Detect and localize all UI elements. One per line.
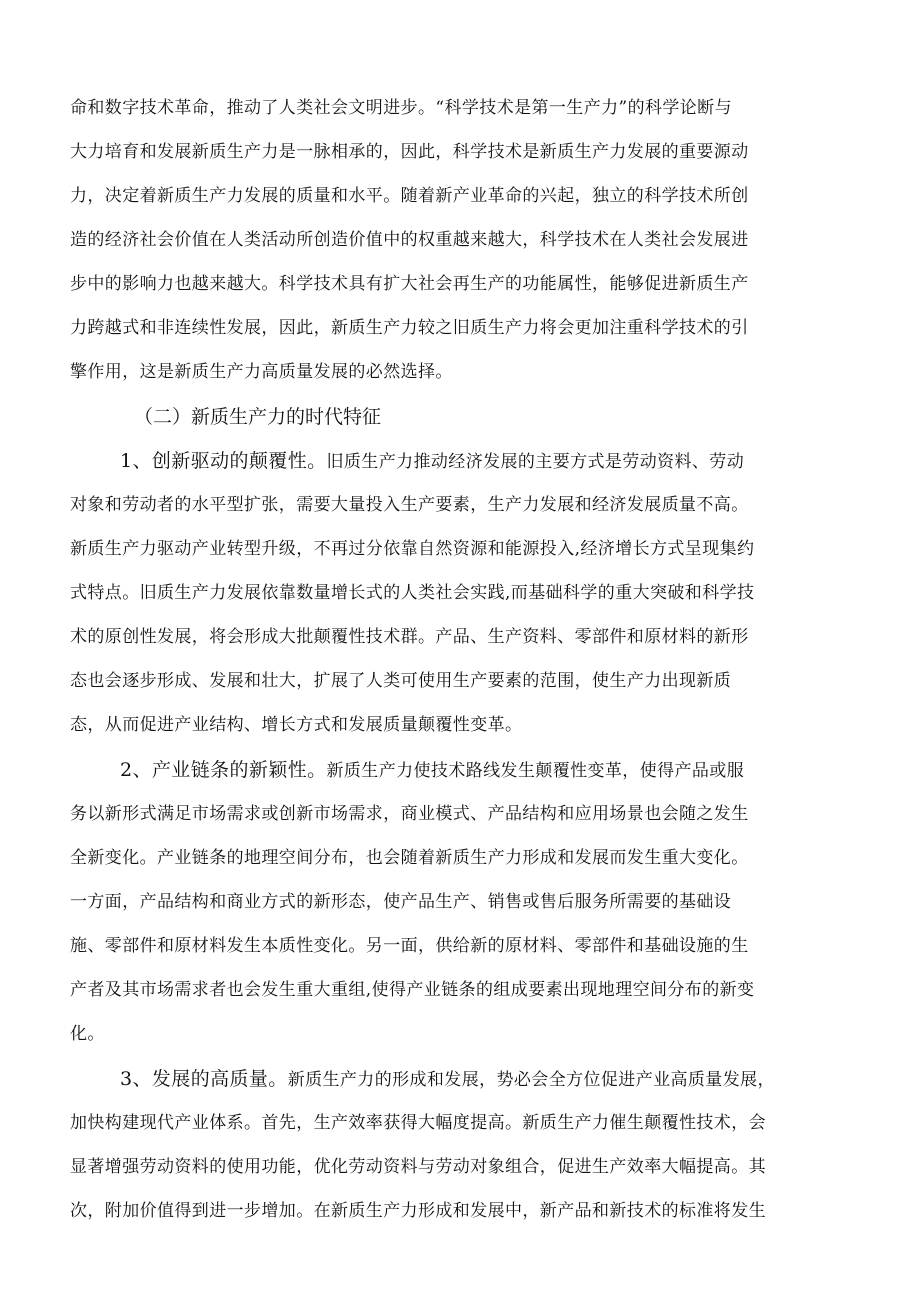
item1-line-2: 对象和劳动者的水平型扩张，需要大量投入生产要素，生产力发展和经济发展质量不高。 [70, 495, 749, 515]
item2-first-rest: 新质生产力使技术路线发生颠覆性变革，使得产品或服 [326, 761, 745, 781]
item1-line-4: 式特点。旧质生产力发展依靠数量增长式的人类社会实践,而基础科学的重大突破和科学技 [70, 583, 755, 603]
item2-lead: 2、产业链条的新颖性。 [120, 759, 327, 781]
para1-line-1: 命和数字技术革命，推动了人类社会文明进步。“科学技术是第一生产力”的科学论断与 [70, 98, 732, 118]
item3-first-line [120, 1063, 775, 1095]
item2-first-line [120, 754, 744, 786]
item1-line-3: 新质生产力驱动产业转型升级，不再过分依靠自然资源和能源投入,经济增长方式呈现集约 [70, 539, 755, 559]
item3-line-4: 次，附加价值得到进一步增加。在新质生产力形成和发展中，新产品和新技术的标准将发生 [70, 1201, 766, 1221]
section-heading: （二）新质生产力的时代特征 [134, 406, 382, 428]
item2-line-3: 全新变化。产业链条的地理空间分布，也会随着新质生产力形成和发展而发生重大变化。 [70, 848, 749, 868]
item3-lead: 3、发展的高质量。 [120, 1068, 288, 1090]
item1-line-7: 态，从而促进产业结构、增长方式和发展质量颠覆性变革。 [70, 715, 523, 735]
item2-line-7: 化。 [70, 1024, 105, 1044]
item2-line-4: 一方面，产品结构和商业方式的新形态，使产品生产、销售或售后服务所需要的基础设 [70, 892, 732, 912]
item1-first-rest: 旧质生产力推动经济发展的主要方式是劳动资料、劳动 [326, 452, 745, 472]
item1-lead: 1、创新驱动的颠覆性。 [120, 450, 327, 472]
para1-line-5: 步中的影响力也越来越大。科学技术具有扩大社会再生产的功能属性，能够促进新质生产 [70, 274, 749, 294]
item3-line-2: 加快构建现代产业体系。首先，生产效率获得大幅度提高。新质生产力催生颠覆性技术，会 [70, 1113, 766, 1133]
para1-line-6: 力跨越式和非连续性发展，因此，新质生产力较之旧质生产力将会更加注重科学技术的引 [70, 318, 749, 338]
para1-line-7: 擎作用，这是新质生产力高质量发展的必然选择。 [70, 362, 453, 382]
item1-line-5: 术的原创性发展，将会形成大批颠覆性技术群。产品、生产资料、零部件和原材料的新形 [70, 627, 749, 647]
item1-line-6: 态也会逐步形成、发展和壮大，扩展了人类可使用生产要素的范围，使生产力出现新质 [70, 671, 732, 691]
para1-line-4: 造的经济社会价值在人类活动所创造价值中的权重越来越大，科学技术在人类社会发展进 [70, 230, 749, 250]
para1-line-3: 力，决定着新质生产力发展的质量和水平。随着新产业革命的兴起，独立的科学技术所创 [70, 186, 749, 206]
item3-line-3: 显著增强劳动资料的使用功能，优化劳动资料与劳动对象组合，促进生产效率大幅提高。其 [70, 1157, 766, 1177]
item3-first-rest: 新质生产力的形成和发展，势必会全方位促进产业高质量发展， [287, 1070, 775, 1090]
item2-line-6: 产者及其市场需求者也会发生重大重组,使得产业链条的组成要素出现地理空间分布的新变 [70, 980, 755, 1000]
item2-line-5: 施、零部件和原材料发生本质性变化。另一面，供给新的原材料、零部件和基础设施的生 [70, 936, 749, 956]
item2-line-2: 务以新形式满足市场需求或创新市场需求，商业模式、产品结构和应用场景也会随之发生 [70, 804, 749, 824]
para1-line-2: 大力培育和发展新质生产力是一脉相承的，因此，科学技术是新质生产力发展的重要源动 [70, 142, 749, 162]
item1-first-line [120, 445, 744, 477]
